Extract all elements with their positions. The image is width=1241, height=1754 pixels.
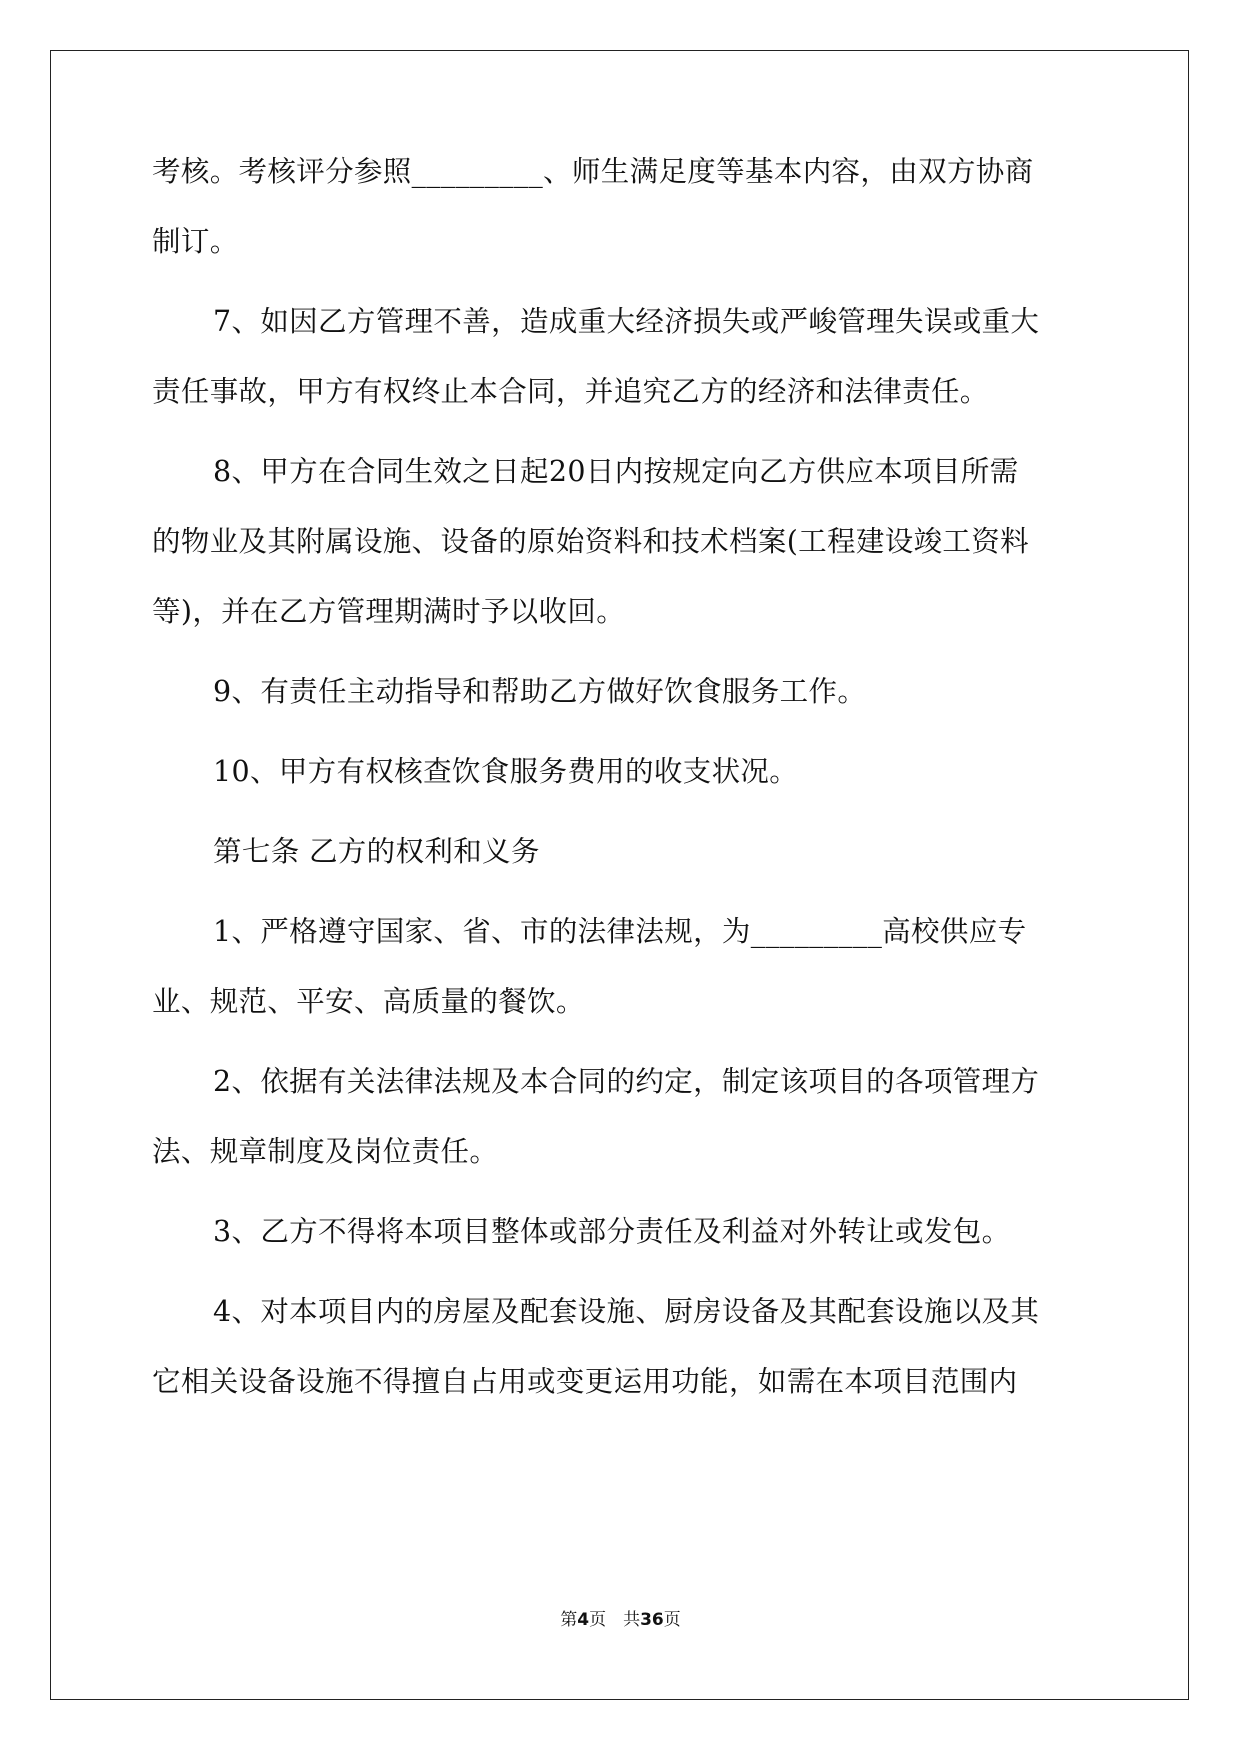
paragraph-line: 3、乙方不得将本项目整体或部分责任及利益对外转让或发包。 <box>213 1215 1011 1248</box>
paragraph-line: 7、如因乙方管理不善，造成重大经济损失或严峻管理失误或重大 <box>213 305 1040 338</box>
page-frame <box>50 50 1189 1700</box>
paragraph-line: 等)，并在乙方管理期满时予以收回。 <box>152 595 626 628</box>
paragraph-line: 它相关设备设施不得擅自占用或变更运用功能，如需在本项目范围内 <box>152 1365 1018 1398</box>
paragraph-line: 8、甲方在合同生效之日起20日内按规定向乙方供应本项目所需 <box>213 455 1019 488</box>
paragraph-line: 2、依据有关法律法规及本合同的约定，制定该项目的各项管理方 <box>213 1065 1040 1098</box>
page-number-footer <box>0 1608 1241 1632</box>
paragraph-line: 业、规范、平安、高质量的餐饮。 <box>152 985 585 1018</box>
paragraph-line: 4、对本项目内的房屋及配套设施、厨房设备及其配套设施以及其 <box>213 1295 1040 1328</box>
paragraph-line: 制订。 <box>152 225 239 258</box>
paragraph-line: 法、规章制度及岗位责任。 <box>152 1135 499 1168</box>
paragraph-line: 的物业及其附属设施、设备的原始资料和技术档案(工程建设竣工资料 <box>152 525 1029 558</box>
paragraph-line: 9、有责任主动指导和帮助乙方做好饮食服务工作。 <box>213 675 867 708</box>
paragraph-line: 责任事故，甲方有权终止本合同，并追究乙方的经济和法律责任。 <box>152 375 989 408</box>
current-page-number: 4 <box>577 1610 590 1630</box>
footer-prefix: 第 <box>560 1610 578 1630</box>
paragraph-line: 1、严格遵守国家、省、市的法律法规，为_________高校供应专 <box>213 915 1027 948</box>
footer-middle: 页 共 <box>589 1610 641 1630</box>
footer-suffix: 页 <box>663 1610 681 1630</box>
paragraph-line: 10、甲方有权核查饮食服务费用的收支状况。 <box>213 755 799 788</box>
total-pages-number: 36 <box>640 1610 664 1630</box>
paragraph-line: 考核。考核评分参照_________、师生满足度等基本内容，由双方协商 <box>152 155 1034 188</box>
article-heading: 第七条 乙方的权利和义务 <box>213 835 540 868</box>
